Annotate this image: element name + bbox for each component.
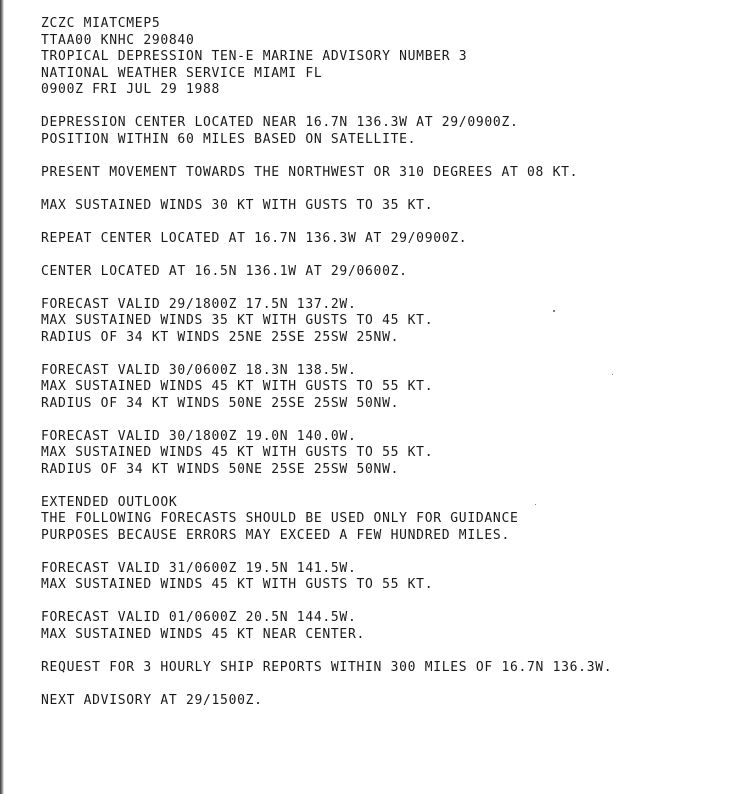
previous-center-line: CENTER LOCATED AT 16.5N 136.1W AT 29/0600Z. <box>41 263 408 279</box>
forecast-winds-line: MAX SUSTAINED WINDS 45 KT NEAR CENTER. <box>41 626 366 642</box>
movement-line: PRESENT MOVEMENT TOWARDS THE NORTHWEST OR 310 DEGREES AT 08 KT. <box>41 164 579 180</box>
ship-request-line: REQUEST FOR 3 HOURLY SHIP REPORTS WITHIN 300 MILES OF 16.7N 136.3W. <box>41 659 613 675</box>
forecast-winds-line: MAX SUSTAINED WINDS 45 KT WITH GUSTS TO 55 KT. <box>41 379 434 394</box>
forecast-block <box>41 429 731 479</box>
center-line: DEPRESSION CENTER LOCATED NEAR 16.7N 136.3W AT 29/0900Z. <box>41 115 519 130</box>
extended-forecast-block <box>41 610 731 643</box>
next-advisory-section <box>41 693 731 710</box>
previous-center-section <box>41 264 731 281</box>
advisory-text <box>41 16 731 726</box>
forecast-block <box>41 297 731 347</box>
extended-outlook-title: EXTENDED OUTLOOK <box>41 494 178 510</box>
movement-section <box>41 165 731 182</box>
forecast-radius-line: RADIUS OF 34 KT WINDS 50NE 25SE 25SW 50NW. <box>41 461 400 477</box>
forecast-valid-line: FORECAST VALID 29/1800Z 17.5N 137.2W. <box>41 296 357 312</box>
header-line: ZCZC MIATCMEP5 <box>41 16 161 31</box>
forecast-winds-line: MAX SUSTAINED WINDS 45 KT WITH GUSTS TO 55 KT. <box>41 445 434 460</box>
extended-outlook-note: THE FOLLOWING FORECASTS SHOULD BE USED ONLY FOR GUIDANCE <box>41 511 519 526</box>
repeat-center-line: REPEAT CENTER LOCATED AT 16.7N 136.3W AT 29/0900Z. <box>41 230 468 246</box>
forecast-valid-line: FORECAST VALID 01/0600Z 20.5N 144.5W. <box>41 610 357 625</box>
forecast-radius-line: RADIUS OF 34 KT WINDS 25NE 25SE 25SW 25NW. <box>41 329 400 345</box>
extended-outlook-section <box>41 495 731 545</box>
ship-request-section <box>41 660 731 677</box>
forecast-valid-line: FORECAST VALID 30/1800Z 19.0N 140.0W. <box>41 428 357 444</box>
forecast-valid-line: FORECAST VALID 30/0600Z 18.3N 138.5W. <box>41 362 357 378</box>
header-section <box>41 16 731 99</box>
extended-outlook-note: PURPOSES BECAUSE ERRORS MAY EXCEED A FEW HUNDRED MILES. <box>41 527 510 543</box>
center-section <box>41 115 731 148</box>
extended-forecast-block <box>41 561 731 594</box>
forecast-radius-line: RADIUS OF 34 KT WINDS 50NE 25SE 25SW 50NW. <box>41 395 400 411</box>
next-advisory-line: NEXT ADVISORY AT 29/1500Z. <box>41 692 263 708</box>
scan-edge-shadow <box>0 0 4 794</box>
repeat-center-section <box>41 231 731 248</box>
forecast-winds-line: MAX SUSTAINED WINDS 45 KT WITH GUSTS TO 55 KT. <box>41 577 434 592</box>
issuing-office: NATIONAL WEATHER SERVICE MIAMI FL <box>41 65 323 81</box>
advisory-title: TROPICAL DEPRESSION TEN-E MARINE ADVISORY NUMBER 3 <box>41 49 468 64</box>
header-line: TTAA00 KNHC 290840 <box>41 32 195 48</box>
position-accuracy-line: POSITION WITHIN 60 MILES BASED ON SATELLITE. <box>41 131 417 147</box>
winds-section <box>41 198 731 215</box>
issue-time: 0900Z FRI JUL 29 1988 <box>41 82 221 97</box>
max-winds-line: MAX SUSTAINED WINDS 30 KT WITH GUSTS TO 35 KT. <box>41 197 434 213</box>
forecast-block <box>41 363 731 413</box>
forecast-winds-line: MAX SUSTAINED WINDS 35 KT WITH GUSTS TO 45 KT. <box>41 313 434 328</box>
forecast-valid-line: FORECAST VALID 31/0600Z 19.5N 141.5W. <box>41 560 357 576</box>
